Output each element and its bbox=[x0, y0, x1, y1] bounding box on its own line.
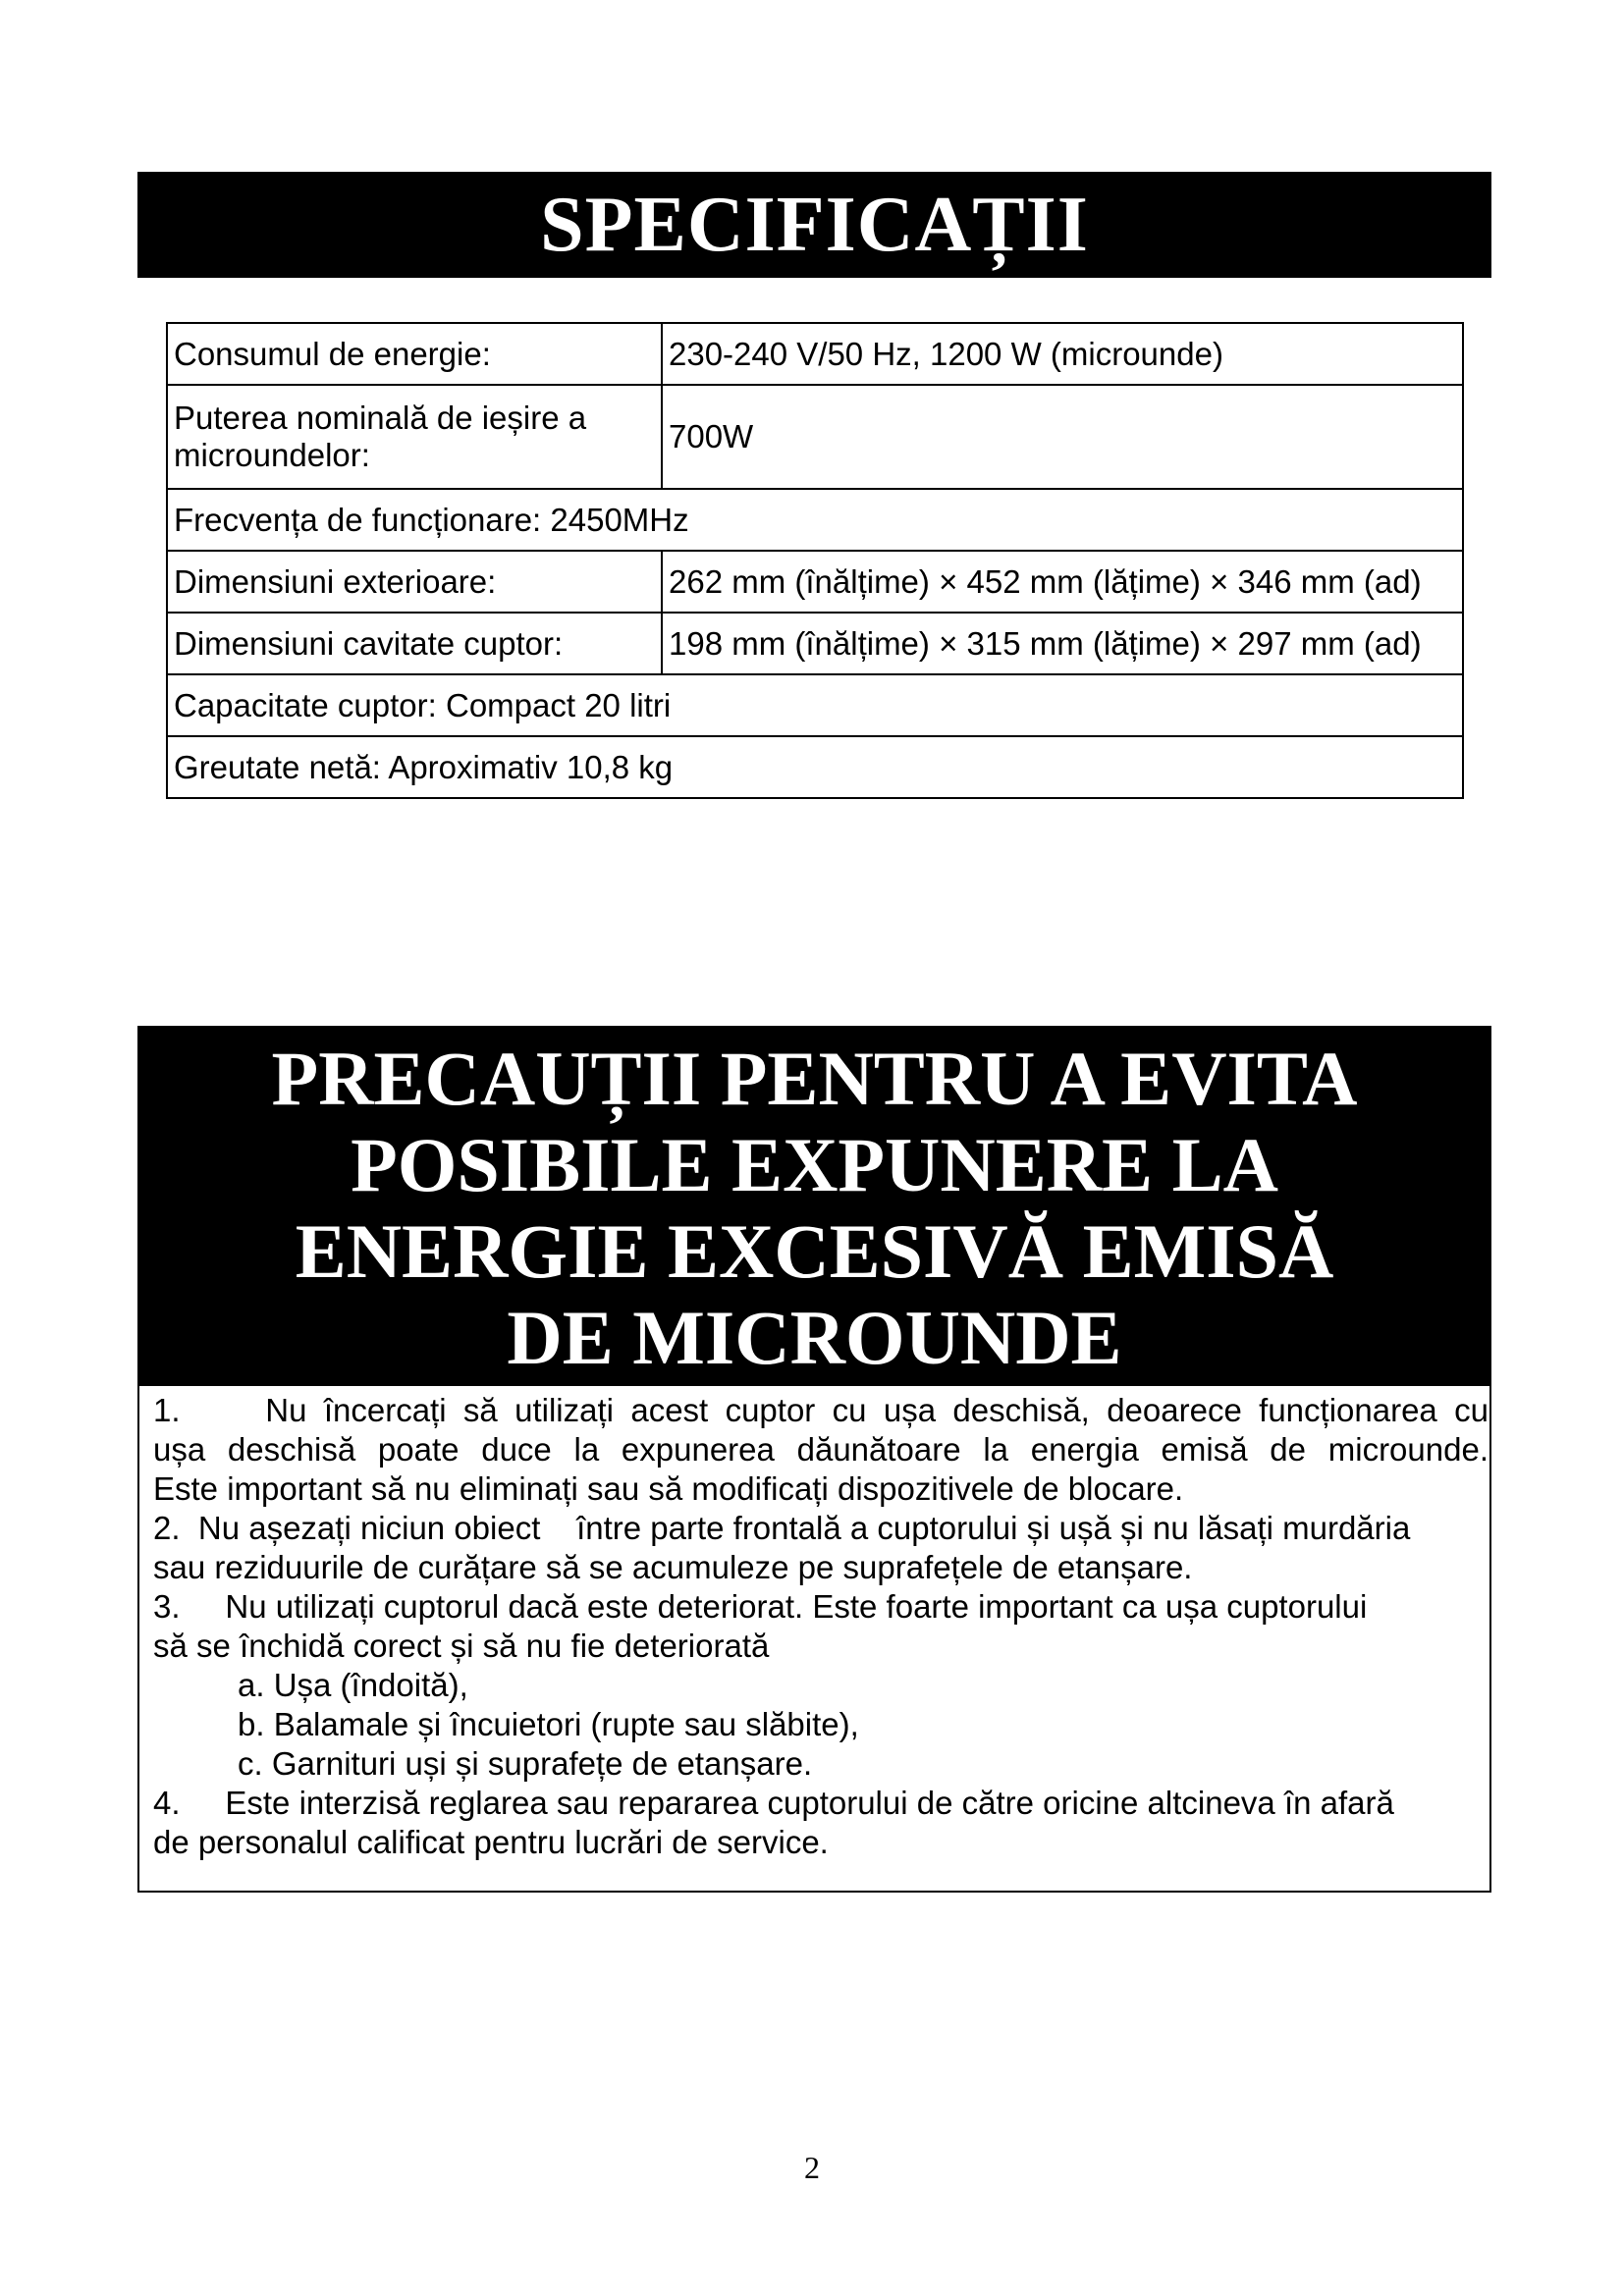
precaution-item-3-line-2: să se închidă corect și să nu fie deteriorată bbox=[153, 1628, 770, 1664]
page-number: 2 bbox=[804, 2150, 820, 2185]
table-row bbox=[167, 385, 1463, 489]
precautions-title-line: ENERGIE EXCESIVĂ EMISĂ bbox=[295, 1208, 1334, 1294]
precautions-title-line: POSIBILE EXPUNERE LA bbox=[351, 1122, 1278, 1207]
precaution-item-1-line-1: 1. Nu încercați să utilizați acest cuptor cu ușa deschisă, deoarece funcționarea cu bbox=[153, 1392, 1489, 1428]
spec-value-output-power: 700W bbox=[662, 385, 1463, 489]
precaution-sub-item-c: c. Garnituri uși și suprafețe de etanșare. bbox=[238, 1745, 813, 1782]
precautions-title-line: PRECAUȚII PENTRU A EVITA bbox=[271, 1036, 1358, 1121]
spec-capacity: Capacitate cuptor: Compact 20 litri bbox=[167, 674, 1463, 736]
precaution-item-1-line-3: Este important să nu eliminați sau să modificați dispozitivele de blocare. bbox=[153, 1470, 1184, 1507]
precaution-item-4-line-1: 4. Este interzisă reglarea sau repararea cuptorului de către oricine altcineva în afară bbox=[153, 1785, 1394, 1821]
precaution-item-2-line-2: sau reziduurile de curățare să se acumuleze pe suprafețele de etanșare. bbox=[153, 1549, 1193, 1585]
table-row bbox=[167, 736, 1463, 798]
spec-label-output-power: Puterea nominală de ieșire a microundelor: bbox=[167, 385, 662, 489]
spec-value-power-consumption: 230-240 V/50 Hz, 1200 W (microunde) bbox=[662, 323, 1463, 385]
table-row bbox=[167, 551, 1463, 613]
spec-frequency: Frecvența de funcționare: 2450MHz bbox=[167, 489, 1463, 551]
precaution-item-4-line-2: de personalul calificat pentru lucrări de service. bbox=[153, 1824, 829, 1860]
table-row bbox=[167, 489, 1463, 551]
precaution-item-1-line-2: ușa deschisă poate duce la expunerea dăunătoare la energia emisă de microunde. bbox=[153, 1431, 1489, 1468]
spec-label-cavity-dimensions: Dimensiuni cavitate cuptor: bbox=[167, 613, 662, 674]
table-row bbox=[167, 323, 1463, 385]
spec-label-power-consumption: Consumul de energie: bbox=[167, 323, 662, 385]
specifications-table bbox=[166, 322, 1464, 799]
precautions-section bbox=[137, 1026, 1491, 1893]
precautions-title-line: DE MICROUNDE bbox=[507, 1295, 1122, 1380]
table-row bbox=[167, 674, 1463, 736]
precautions-list bbox=[153, 1391, 1489, 1862]
spec-net-weight: Greutate netă: Aproximativ 10,8 kg bbox=[167, 736, 1463, 798]
precaution-sub-item-a: a. Ușa (îndoită), bbox=[238, 1667, 468, 1703]
precaution-item-2-line-1: 2. Nu așezați niciun obiect între parte frontală a cuptorului și ușă și nu lăsați murdăria bbox=[153, 1510, 1411, 1546]
precaution-item-3-line-1: 3. Nu utilizați cuptorul dacă este deteriorat. Este foarte important ca ușa cuptorului bbox=[153, 1588, 1368, 1625]
spec-value-cavity-dimensions: 198 mm (înălțime) × 315 mm (lățime) × 297 mm (ad) bbox=[662, 613, 1463, 674]
precautions-title bbox=[139, 1028, 1489, 1386]
specifications-title: SPECIFICAȚII bbox=[137, 172, 1491, 278]
spec-label-exterior-dimensions: Dimensiuni exterioare: bbox=[167, 551, 662, 613]
table-row bbox=[167, 613, 1463, 674]
spec-value-exterior-dimensions: 262 mm (înălțime) × 452 mm (lățime) × 346 mm (ad) bbox=[662, 551, 1463, 613]
precaution-sub-item-b: b. Balamale și încuietori (rupte sau slăbite), bbox=[238, 1706, 859, 1742]
